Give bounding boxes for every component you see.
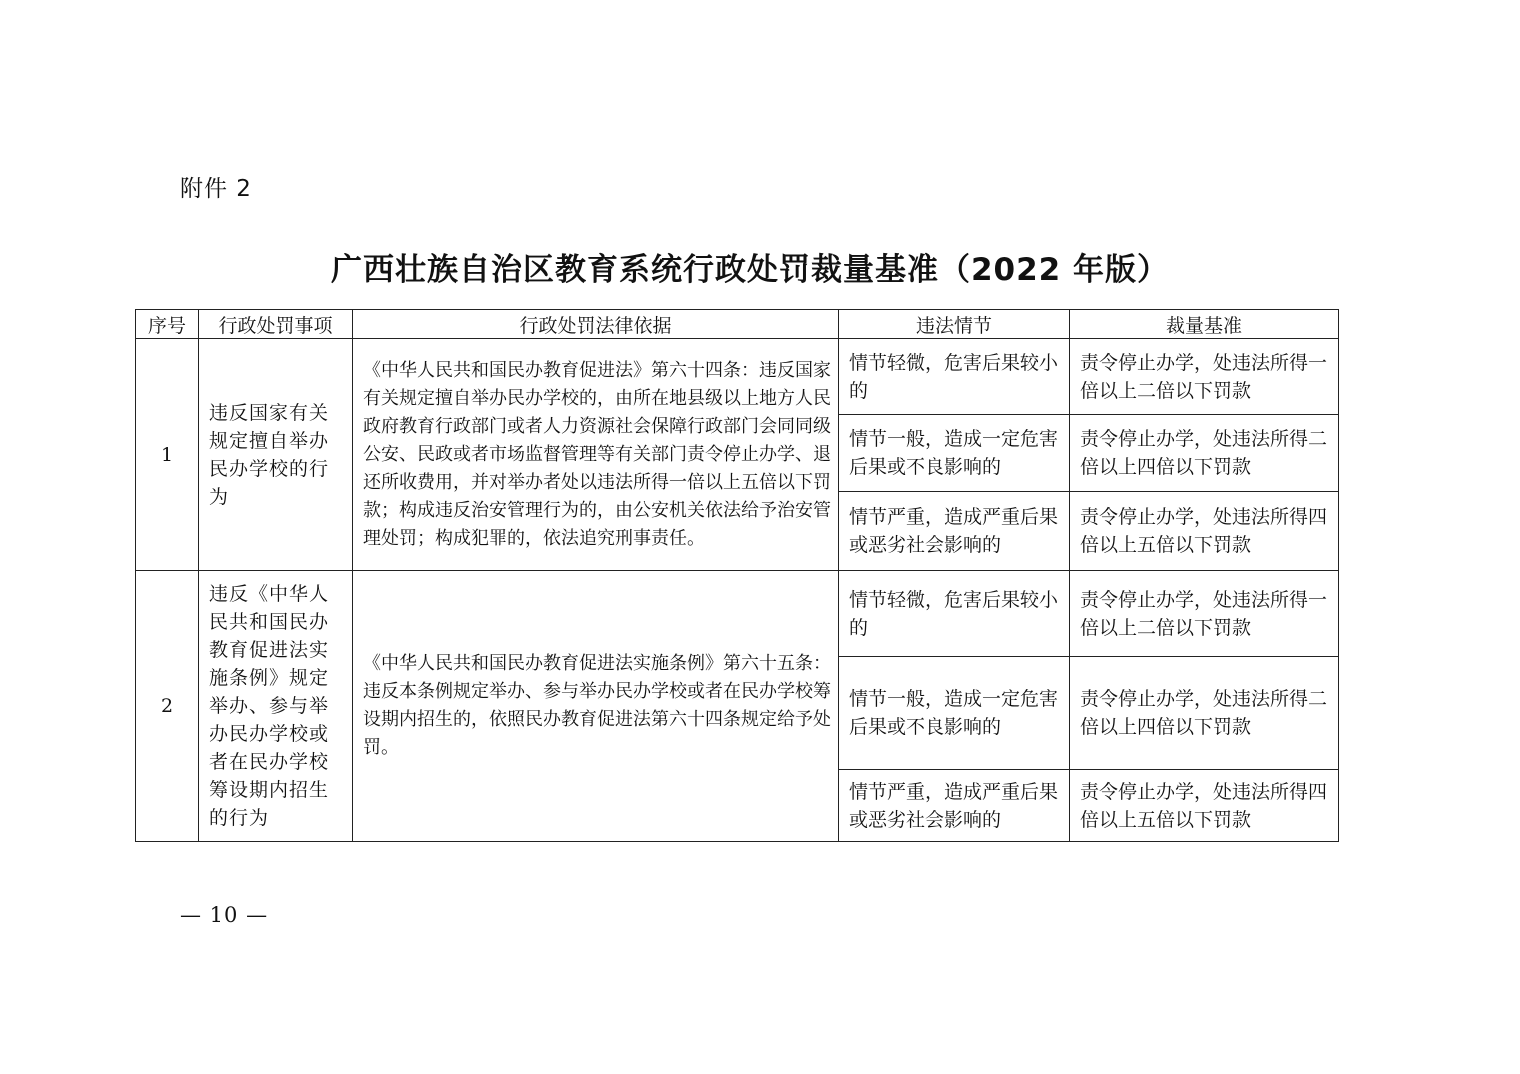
legal-basis: 《中华人民共和国民办教育促进法实施条例》第六十五条：违反本条例规定举办、参与举办民办学校或者在民办学校筹设期内招生的，依照民办教育促进法第六十四条规定给予处罚。 (353, 571, 839, 842)
penalty-item: 违反《中华人民共和国民办教育促进法实施条例》规定举办、参与举办民办学校或者在民办学校筹设期内招生的行为 (199, 571, 353, 842)
header-circumstance: 违法情节 (839, 310, 1070, 339)
standard-cell: 责令停止办学，处违法所得一倍以上二倍以下罚款 (1070, 571, 1339, 657)
table-header-row (136, 310, 1339, 339)
table-row (136, 571, 1339, 657)
circumstance-cell: 情节一般，造成一定危害后果或不良影响的 (839, 415, 1070, 492)
header-basis: 行政处罚法律依据 (353, 310, 839, 339)
penalty-discretion-table (135, 309, 1339, 842)
table-row (136, 339, 1339, 415)
circumstance-cell: 情节严重，造成严重后果或恶劣社会影响的 (839, 492, 1070, 571)
standard-cell: 责令停止办学，处违法所得四倍以上五倍以下罚款 (1070, 492, 1339, 571)
legal-basis: 《中华人民共和国民办教育促进法》第六十四条：违反国家有关规定擅自举办民办学校的，由所在地县级以上地方人民政府教育行政部门或者人力资源社会保障行政部门会同同级公安、民政或者市场监督管理等有关部门责令停止办学、退还所收费用，并对举办者处以违法所得一倍以上五倍以下罚款；构成违反治安管理行为的，由公安机关依法给予治安管理处罚；构成犯罪的，依法追究刑事责任。 (353, 339, 839, 571)
standard-cell: 责令停止办学，处违法所得二倍以上四倍以下罚款 (1070, 657, 1339, 770)
circumstance-cell: 情节严重，造成严重后果或恶劣社会影响的 (839, 770, 1070, 842)
header-no: 序号 (136, 310, 199, 339)
page-number: — 10 — (180, 903, 269, 927)
circumstance-cell: 情节一般，造成一定危害后果或不良影响的 (839, 657, 1070, 770)
document-title: 广西壮族自治区教育系统行政处罚裁量基准（2022 年版） (330, 252, 1170, 288)
standard-cell: 责令停止办学，处违法所得一倍以上二倍以下罚款 (1070, 339, 1339, 415)
circumstance-cell: 情节轻微，危害后果较小的 (839, 339, 1070, 415)
penalty-item: 违反国家有关规定擅自举办民办学校的行为 (199, 339, 353, 571)
standard-cell: 责令停止办学，处违法所得二倍以上四倍以下罚款 (1070, 415, 1339, 492)
attachment-label: 附件 2 (180, 176, 252, 202)
row-number: 1 (136, 339, 199, 571)
header-item: 行政处罚事项 (199, 310, 353, 339)
header-standard: 裁量基准 (1070, 310, 1339, 339)
circumstance-cell: 情节轻微，危害后果较小的 (839, 571, 1070, 657)
standard-cell: 责令停止办学，处违法所得四倍以上五倍以下罚款 (1070, 770, 1339, 842)
row-number: 2 (136, 571, 199, 842)
